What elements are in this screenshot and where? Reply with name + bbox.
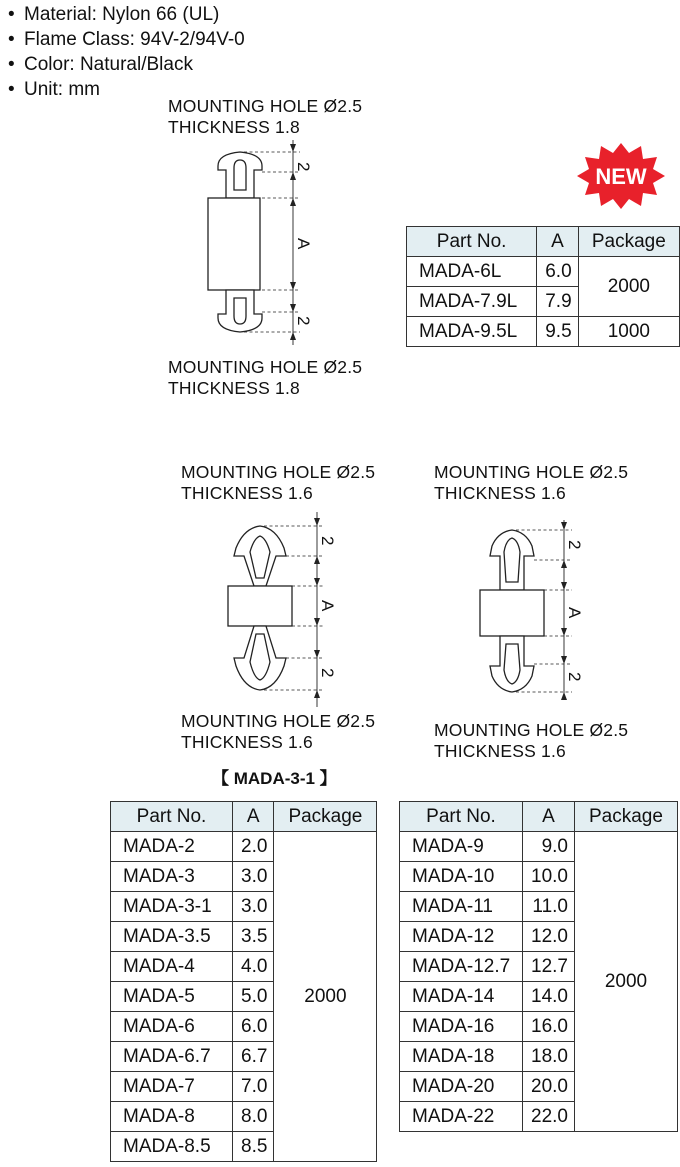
part-number-cell: MADA-9 — [400, 832, 523, 862]
new-badge — [575, 141, 667, 211]
a-value-cell: 3.5 — [233, 922, 274, 952]
part-number-cell: MADA-10 — [400, 862, 523, 892]
a-value-cell: 3.0 — [233, 892, 274, 922]
table-row — [111, 832, 377, 862]
drawing-caption: 【 MADA-3-1 】 — [212, 769, 337, 788]
part-number-cell: MADA-20 — [400, 1072, 523, 1102]
spec-flame-class: • Flame Class: 94V-2/94V-0 — [8, 27, 245, 52]
part-number-cell: MADA-4 — [111, 952, 233, 982]
package-cell: 2000 — [574, 832, 677, 1132]
a-value-cell: 4.0 — [233, 952, 274, 982]
part-number-cell: MADA-5 — [111, 982, 233, 1012]
a-value-cell: 8.0 — [233, 1102, 274, 1132]
left-dim-upper: 2 — [318, 536, 337, 546]
table-mada-9-to-22 — [399, 801, 678, 1132]
top-drawing-hole-note: MOUNTING HOLE Ø2.5 THICKNESS 1.8 — [168, 96, 363, 137]
a-value-cell: 12.0 — [523, 922, 575, 952]
a-value-cell: 14.0 — [523, 982, 575, 1012]
a-value-cell: 16.0 — [523, 1012, 575, 1042]
right-dim-upper: 2 — [565, 540, 584, 550]
part-number-cell: MADA-7 — [111, 1072, 233, 1102]
col-package: Package — [574, 802, 677, 832]
a-value-cell: 8.5 — [233, 1132, 274, 1162]
top-dim-a: A — [294, 238, 313, 250]
a-value-cell: 9.0 — [523, 832, 575, 862]
top-dim-upper: 2 — [294, 162, 313, 172]
part-number-cell: MADA-3-1 — [111, 892, 233, 922]
part-number-cell: MADA-2 — [111, 832, 233, 862]
table-mada-2-to-8-5 — [110, 801, 377, 1162]
part-number-cell: MADA-8.5 — [111, 1132, 233, 1162]
part-number-cell: MADA-12 — [400, 922, 523, 952]
a-value-cell: 2.0 — [233, 832, 274, 862]
part-number-cell: MADA-6 — [111, 1012, 233, 1042]
top-dim-lower: 2 — [294, 316, 313, 326]
part-number-cell: MADA-18 — [400, 1042, 523, 1072]
spec-unit: • Unit: mm — [8, 77, 245, 102]
a-value-cell: 11.0 — [523, 892, 575, 922]
part-number-cell: MADA-11 — [400, 892, 523, 922]
top-drawing-hole-note-bottom: MOUNTING HOLE Ø2.5 THICKNESS 1.8 — [168, 357, 363, 398]
part-number-cell: MADA-14 — [400, 982, 523, 1012]
package-cell: 2000 — [274, 832, 377, 1162]
part-number-cell: MADA-6.7 — [111, 1042, 233, 1072]
right-dim-a: A — [565, 607, 584, 619]
right-drawing-hole-note-bottom: MOUNTING HOLE Ø2.5 THICKNESS 1.6 — [434, 720, 629, 761]
part-number-cell: MADA-16 — [400, 1012, 523, 1042]
a-value-cell: 18.0 — [523, 1042, 575, 1072]
spec-color: • Color: Natural/Black — [8, 52, 245, 77]
col-part-no: Part No. — [407, 227, 537, 257]
part-number-cell: MADA-3 — [111, 862, 233, 892]
a-value-cell: 12.7 — [523, 952, 575, 982]
table-row: MADA-6L 6.0 2000 — [407, 257, 680, 287]
left-dim-a: A — [318, 600, 337, 612]
col-package: Package — [578, 227, 679, 257]
a-value-cell: 6.7 — [233, 1042, 274, 1072]
right-drawing-hole-note: MOUNTING HOLE Ø2.5 THICKNESS 1.6 — [434, 462, 629, 503]
a-value-cell: 7.0 — [233, 1072, 274, 1102]
spec-list — [8, 2, 245, 102]
part-number-cell: MADA-12.7 — [400, 952, 523, 982]
part-number-cell: MADA-22 — [400, 1102, 523, 1132]
part-number-cell: MADA-8 — [111, 1102, 233, 1132]
a-value-cell: 10.0 — [523, 862, 575, 892]
table-row: MADA-9.5L 9.5 1000 — [407, 317, 680, 347]
spec-material: • Material: Nylon 66 (UL) — [8, 2, 245, 27]
left-drawing-hole-note-bottom: MOUNTING HOLE Ø2.5 THICKNESS 1.6 — [181, 711, 376, 752]
a-value-cell: 3.0 — [233, 862, 274, 892]
new-badge-text: NEW — [595, 164, 647, 189]
top-spacer-drawing — [200, 140, 320, 345]
table-new-parts — [406, 226, 680, 347]
table-row: MADA-7.9L 7.9 — [407, 287, 680, 317]
part-number-cell: MADA-3.5 — [111, 922, 233, 952]
col-a: A — [523, 802, 575, 832]
a-value-cell: 5.0 — [233, 982, 274, 1012]
col-part-no: Part No. — [111, 802, 233, 832]
a-value-cell: 22.0 — [523, 1102, 575, 1132]
col-a: A — [537, 227, 578, 257]
right-dim-lower: 2 — [565, 672, 584, 682]
col-a: A — [233, 802, 274, 832]
left-drawing-hole-note: MOUNTING HOLE Ø2.5 THICKNESS 1.6 — [181, 462, 376, 503]
col-part-no: Part No. — [400, 802, 523, 832]
a-value-cell: 20.0 — [523, 1072, 575, 1102]
left-spacer-drawing — [220, 512, 340, 712]
left-dim-lower: 2 — [318, 668, 337, 678]
right-spacer-drawing — [470, 520, 584, 700]
col-package: Package — [274, 802, 377, 832]
table-row — [400, 832, 678, 862]
a-value-cell: 6.0 — [233, 1012, 274, 1042]
